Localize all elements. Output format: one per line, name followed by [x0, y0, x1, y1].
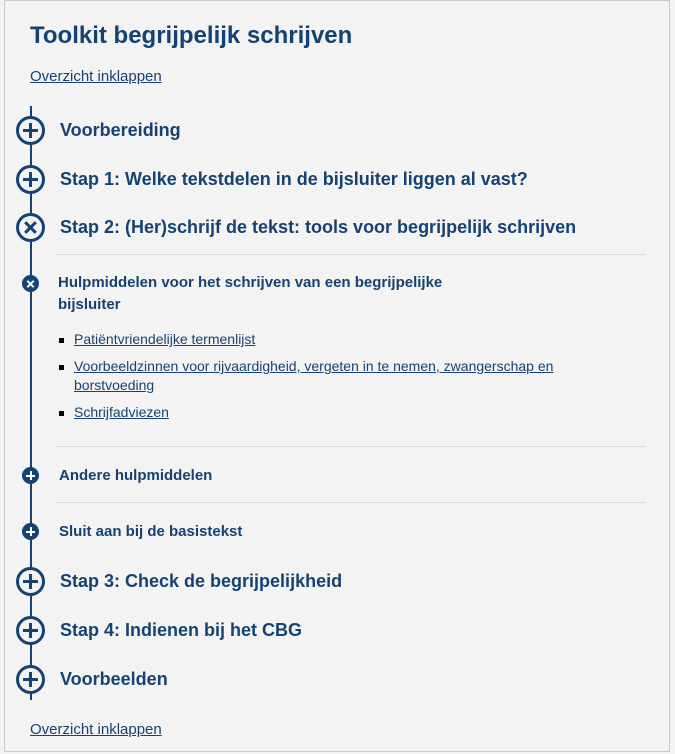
section-stap-2[interactable] — [16, 213, 576, 242]
close-circle-icon — [16, 213, 45, 242]
section-label: Stap 1: Welke tekstdelen in de bijsluiter liggen al vast? — [60, 169, 528, 189]
close-circle-icon — [22, 275, 39, 292]
section-label: Stap 3: Check de begrijpelijkheid — [60, 571, 343, 591]
page-title: Toolkit begrijpelijk schrijven — [30, 22, 353, 49]
link-voorbeeldzinnen[interactable]: Voorbeeldzinnen voor rijvaardigheid, vergeten in te nemen, zwangerschap en borstvoeding — [74, 358, 554, 393]
collapse-overview-link-bottom[interactable]: Overzicht inklappen — [30, 721, 162, 738]
plus-circle-icon — [22, 523, 39, 540]
list-item — [58, 330, 634, 349]
section-label: Voorbeelden — [60, 669, 168, 689]
timeline-line — [30, 106, 32, 700]
subsection-label[interactable]: Hulpmiddelen voor het schrijven van een begrijpelijke bijsluiter — [58, 274, 443, 313]
divider — [56, 446, 646, 447]
plus-circle-icon — [22, 467, 39, 484]
subsection-label: Andere hulpmiddelen — [59, 467, 213, 484]
subsection-andere-hulpmiddelen[interactable] — [16, 467, 212, 484]
plus-circle-icon — [16, 665, 45, 694]
section-stap-3[interactable] — [16, 567, 342, 596]
plus-circle-icon — [16, 616, 45, 645]
subsection-label: Sluit aan bij de basistekst — [59, 523, 243, 540]
plus-circle-icon — [16, 567, 45, 596]
section-label: Voorbereiding — [60, 120, 181, 140]
divider — [56, 254, 646, 255]
divider — [56, 502, 646, 503]
list-item — [58, 403, 634, 422]
link-list — [58, 330, 634, 430]
section-label: Stap 4: Indienen bij het CBG — [60, 620, 303, 640]
section-stap-1[interactable] — [16, 165, 528, 194]
list-item — [58, 357, 634, 395]
plus-circle-icon — [16, 116, 45, 145]
link-termenlijst[interactable]: Patiëntvriendelijke termenlijst — [74, 331, 256, 347]
link-schrijfadviezen[interactable]: Schrijfadviezen — [74, 404, 169, 420]
subsection-hulpmiddelen[interactable] — [16, 275, 39, 292]
section-voorbereiding[interactable] — [16, 116, 181, 145]
section-label: Stap 2: (Her)schrijf de tekst: tools voor begrijpelijk schrijven — [60, 217, 577, 237]
section-stap-4[interactable] — [16, 616, 302, 645]
section-voorbeelden[interactable] — [16, 665, 168, 694]
plus-circle-icon — [16, 165, 45, 194]
collapse-overview-link-top[interactable]: Overzicht inklappen — [30, 68, 162, 85]
subsection-basistekst[interactable] — [16, 523, 242, 540]
